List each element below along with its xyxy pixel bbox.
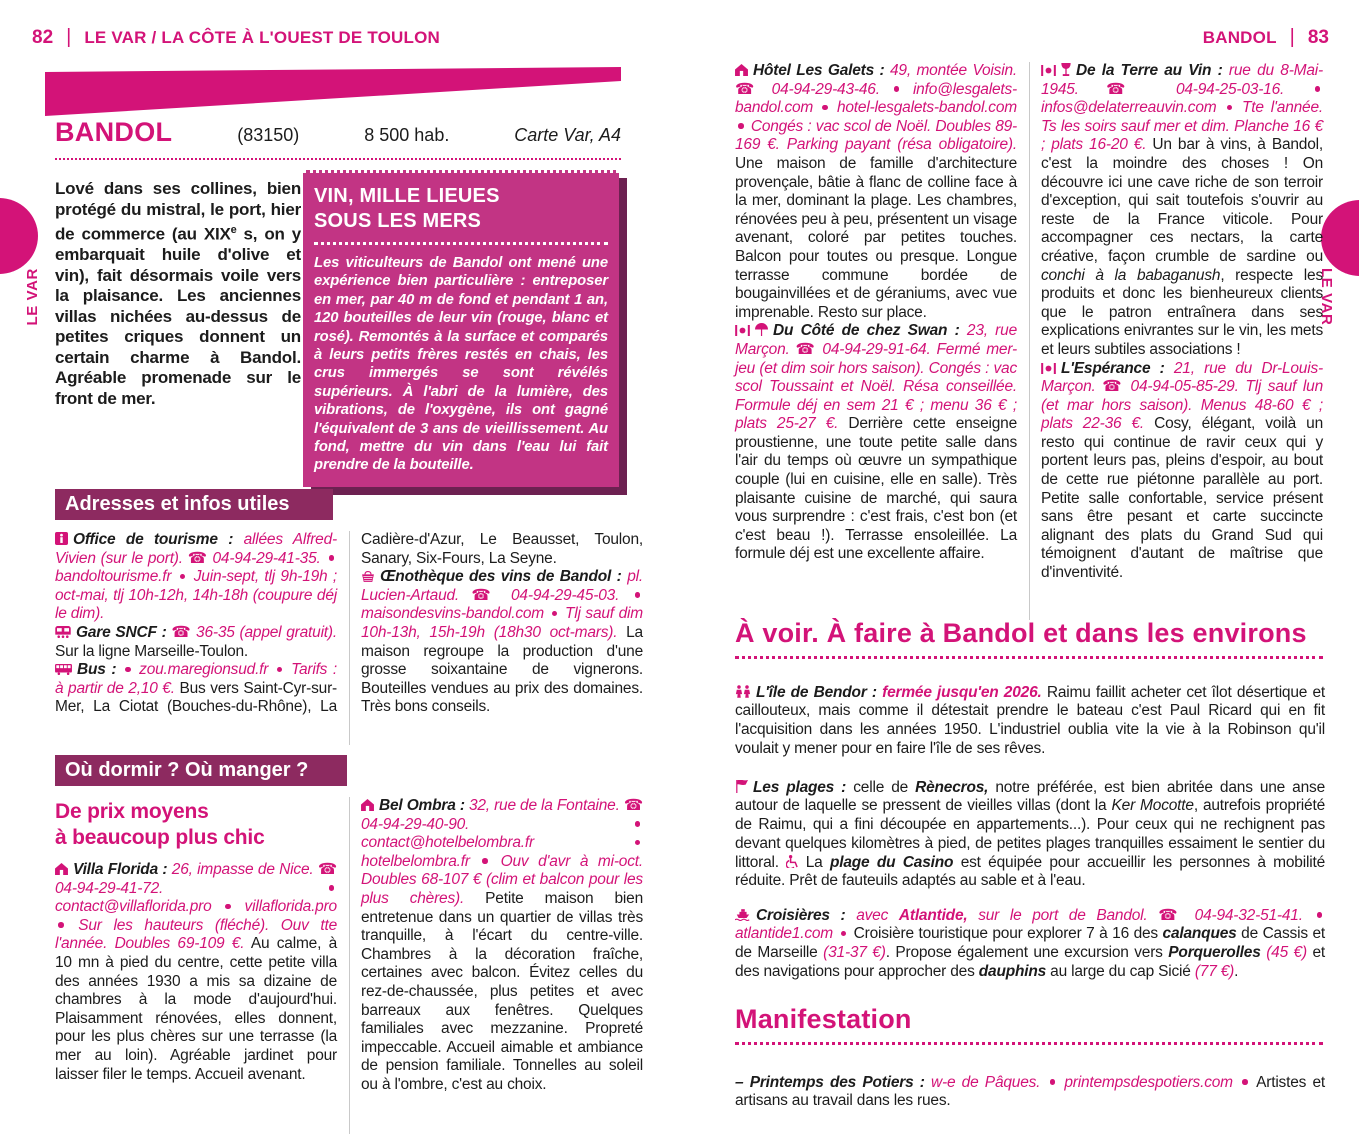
- text-segment: Bel Ombra :: [379, 797, 469, 814]
- text-segment: Juin-sept, tlj 9h-19h ; oct-mai, tlj 10h-12h, 14h-18h (coupure déj le dim).: [55, 568, 337, 623]
- feature-box-body: Les viticulteurs de Bandol ont mené une expérience bien particulière : entreposer en mer, par 40 m de fond et pendant 1 an, 120 bouteilles de leur vin (rouge, blanc et rosé). Remontés à la surface et comparés à leurs petits frères restés en chais, les crus immergés se sont révélés supérieurs. À l'abri de la lumière, des vibrations, de l'oxygène, ils ont gagné l'équivalent de 3 ans de vieillissement. Au fond, mettre du vin dans l'eau lui fait prendre de la bouteille.: [314, 255, 608, 474]
- phone-icon: ☎: [1158, 906, 1184, 924]
- text-segment: Ouv d'avr à mi-oct. Doubles 68-107 € (clim et balcon pour les plus chères).: [361, 852, 643, 907]
- text-segment: L'Espérance :: [1061, 359, 1174, 377]
- section-title-dormir: Où dormir ? Où manger ?: [55, 755, 347, 786]
- text-segment: 04-94-29-41-35.: [207, 549, 326, 567]
- phone-icon: ☎: [795, 340, 817, 358]
- info-icon: [55, 531, 68, 550]
- text-segment: pl. Lucien-Artaud.: [361, 568, 643, 604]
- text-segment: Villa Florida :: [73, 861, 172, 878]
- entry-croisieres: [735, 907, 1325, 982]
- phone-icon: ☎: [317, 861, 337, 878]
- text-segment: au large du cap Sicié: [1046, 962, 1195, 980]
- dot-icon: [482, 858, 488, 864]
- entry-villa-florida: [55, 861, 337, 1084]
- text-segment: (31-37 €): [823, 944, 886, 962]
- right-running-title: BANDOL: [1202, 28, 1277, 47]
- text-segment: .: [1234, 962, 1239, 980]
- phone-icon: ☎: [187, 549, 208, 567]
- train-icon: [55, 624, 71, 643]
- entry-du-cote-de-chez-swan: [735, 322, 1017, 564]
- dot-icon: [329, 885, 335, 891]
- restaurant-icon: [1041, 360, 1056, 379]
- text-segment: 26, impasse de Nice.: [171, 861, 318, 878]
- text-segment: Sur la ligne Marseille-Toulon.: [55, 642, 249, 660]
- text-segment: fermée jusqu'en 2026.: [882, 683, 1042, 701]
- text-segment: De la Terre au Vin :: [1076, 62, 1229, 79]
- city-name: BANDOL: [55, 117, 173, 147]
- restaurant-icon: [735, 322, 750, 341]
- section-dormir-continued-content: [735, 62, 1323, 620]
- text-segment: Porquerolles: [1168, 944, 1267, 962]
- text-segment: hotel-lesgalets-bandol.com: [830, 99, 1017, 117]
- dot-icon: [277, 667, 283, 673]
- left-edge-tab-circle: [0, 198, 38, 274]
- text-segment: 04-94-29-45-03.: [498, 586, 632, 604]
- text-segment: Artistes et artisans au travail dans les rues.: [735, 1073, 1325, 1110]
- text-segment: La: [798, 853, 830, 871]
- entry-de-la-terre-au-vin: [1041, 62, 1323, 360]
- text-segment: atlantide1.com: [735, 925, 838, 943]
- text-segment: contact@villaflorida.pro: [55, 898, 223, 916]
- text-segment: Bus vers Saint-Cyr-sur-Mer, La Ciotat (Bouches-du-Rhône), La Cadière-d'Azur, Le Beausset, Toulon, Sanary, Six-Fours, La Seyne.: [55, 531, 643, 716]
- right-page-number: 83: [1307, 27, 1329, 48]
- entry-gare-sncf: [55, 624, 337, 661]
- text-segment: maisondesvins-bandol.com: [361, 605, 549, 623]
- text-segment: 04-94-25-03-16.: [1148, 80, 1312, 98]
- text-segment: Lové dans ses collines, bien protégé du mistral, le port, hier de commerce (au XIX: [55, 179, 301, 244]
- text-segment: – Printemps des Potiers :: [735, 1073, 932, 1091]
- section-title-manifestation: Manifestation: [735, 1004, 1323, 1045]
- text-segment: notre préférée, est bien abritée dans une anse autour de laquelle se pressent de vieilles villas (dont la: [735, 778, 1325, 815]
- text-segment: Sur les hauteurs (fléché). Ouv tte l'année. Doubles 69-109 €.: [55, 916, 337, 953]
- dot-icon: [225, 904, 231, 910]
- text-segment: Gare SNCF :: [76, 623, 172, 641]
- text-segment: 32, rue de la Fontaine.: [468, 797, 624, 814]
- phone-icon: ☎: [1102, 378, 1124, 396]
- entry-ile-de-bendor: [735, 684, 1325, 759]
- city-population: 8 500 hab.: [364, 125, 450, 145]
- dot-icon: [1317, 912, 1323, 918]
- entry-oenotheque: [361, 568, 643, 717]
- text-segment: 21, rue du Dr-Louis-Marçon.: [1041, 359, 1323, 396]
- text-segment: 04-94-29-91-64.: [816, 340, 937, 358]
- hotel-icon: [361, 797, 374, 816]
- text-segment: Tlj sauf lun (et mar hors saison). Menus 48-60 € ; plats 22-36 €.: [1041, 378, 1323, 433]
- dot-icon: [125, 667, 131, 673]
- dot-icon: [180, 574, 186, 580]
- right-page-header: [1203, 26, 1329, 49]
- dot-icon: [329, 555, 335, 561]
- text-segment: plage du Casino: [829, 853, 954, 871]
- text-segment: infos@delaterreauvin.com: [1041, 99, 1224, 117]
- text-segment: sur le port de Bandol.: [967, 906, 1159, 924]
- left-page-number: 82: [32, 27, 54, 48]
- text-segment: Bus :: [77, 661, 122, 679]
- text-segment: 23, rue Marçon.: [735, 322, 1017, 358]
- text-segment: 04-94-05-85-29.: [1123, 378, 1246, 396]
- text-segment: Croisières :: [756, 906, 857, 924]
- feature-box-title-line1: VIN, MILLE LIEUES: [314, 185, 500, 207]
- dot-icon: [738, 123, 744, 129]
- dot-icon: [894, 86, 900, 92]
- dot-icon: [841, 931, 847, 937]
- text-segment: Derrière cette enseigne proustienne, une toute petite salle dans l'air du temps où œuvre un sympathique couple (lui en cuisine, elle en salle). Très plaisante cuisine de marché, qui saura vous surprendre : c'est frais, c'est bon (et c'est beau !). Terrasse ensoleillée. La formule déj est une excellente affaire.: [735, 415, 1018, 563]
- hotel-icon: [735, 62, 748, 81]
- text-segment: . Propose également une excursion vers: [885, 944, 1169, 962]
- phone-icon: ☎: [735, 80, 761, 98]
- phone-icon: ☎: [471, 586, 499, 604]
- text-segment: Congés : vac scol de Noël. Doubles 89-169 €. Parking payant (résa obligatoire).: [735, 117, 1017, 154]
- city-intro-paragraph: [55, 179, 301, 409]
- text-segment: avec: [856, 906, 899, 924]
- text-segment: Petite maison bien entretenue dans un quartier de villas très tranquille, à l'écart du centre-ville. Chambres à la décoration fraîche, certaines avec balcon. Évitez celles du rez-de-chaussée, plus petites et avec barreaux aux fenêtres. Quelques familiales avec mezzanine. Propreté impeccable. Accueil aimable et ambiance de pension familiale. Tonnelles au soleil ou à l'ombre, c'est au choix.: [361, 889, 643, 1093]
- text-segment: (45 €): [1266, 944, 1307, 962]
- section-dormir-content: [55, 797, 643, 1134]
- text-segment: bandoltourisme.fr: [55, 568, 177, 586]
- entry-esperance: [1041, 360, 1323, 583]
- text-segment: 04-94-29-40-90.: [361, 815, 632, 833]
- entry-bel-ombra: [361, 797, 643, 1095]
- text-segment: info@lesgalets-bandol.com: [735, 80, 1018, 117]
- dot-icon: [1050, 1079, 1056, 1085]
- header-separator: |: [1289, 26, 1295, 48]
- text-segment: celle de: [853, 778, 916, 796]
- text-segment: Hôtel Les Galets :: [753, 62, 890, 79]
- dot-icon: [822, 105, 828, 111]
- text-segment: conchi à la babaganush: [1041, 266, 1221, 284]
- basket-icon: [361, 568, 375, 587]
- section-title-a-voir: À voir. À faire à Bandol et dans les environs: [735, 618, 1323, 659]
- feature-box-title: [314, 184, 608, 245]
- text-segment: 04-94-32-51-41.: [1183, 906, 1314, 924]
- right-edge-tab-circle: [1321, 200, 1359, 276]
- bus-icon: [55, 661, 72, 680]
- text-segment: Atlantide,: [898, 906, 968, 924]
- text-segment: dauphins: [978, 962, 1047, 980]
- left-edge-region-tab: LE VAR: [24, 268, 41, 326]
- text-segment: Du Côté de chez Swan :: [773, 322, 967, 340]
- text-segment: zou.maregionsud.fr: [133, 661, 274, 679]
- text-segment: Un bar à vins, à Bandol, c'est la moindre des choses ! On découvre ici une cave riche de son terroir d'exception, qui sait toutefois s'ouvrir au reste de la France viticole. Pour accompagner ces nectars, la carte créative, façon crumble de sardine ou: [1041, 136, 1323, 265]
- price-category-heading: [55, 799, 337, 851]
- text-segment: , respecte les produits et donc les bienheureux clients que le patron entraînera dans ses explications enivrantes sur le vin, les mets et leurs subtiles associations !: [1041, 266, 1324, 358]
- text-segment: (77 €): [1194, 962, 1235, 980]
- text-segment: Croisière touristique pour explorer 7 à 16 des: [849, 925, 1163, 943]
- dot-icon: [635, 840, 641, 846]
- city-banner-swoosh: [45, 66, 621, 116]
- city-title-row: [55, 117, 621, 160]
- entry-printemps-des-potiers: [735, 1074, 1325, 1112]
- dot-icon: [635, 821, 641, 827]
- city-map-reference: Carte Var, A4: [514, 125, 621, 145]
- phone-icon: ☎: [1106, 80, 1149, 98]
- text-segment: Tarifs : à partir de 2,10 €.: [55, 661, 338, 697]
- header-separator: |: [66, 26, 72, 48]
- text-segment: 36-35 (appel gratuit).: [191, 623, 337, 641]
- text-segment: w-e de Pâques.: [931, 1073, 1047, 1091]
- text-segment: Œnothèque des vins de Bandol :: [380, 568, 628, 586]
- phone-icon: ☎: [623, 797, 643, 814]
- text-segment: La maison regroupe la production d'une grosse soixantaine de vignerons. Bouteilles vendues au prix des domaines. Très bons conseils.: [361, 623, 643, 716]
- text-segment: Une maison de famille d'architecture provençale, bâtie à flanc de colline face à la mer, dominant la plage. Les chambres, rénovées peu à peu, présentent un visage avenant, coloré par petites touches. Balcon pour toutes ou presque. Longue terrasse commune bordée de bougainvillées et de géraniums, avec vue imprenable. Resto sur place.: [735, 154, 1017, 321]
- left-running-title: LE VAR / LA CÔTE À L'OUEST DE TOULON: [84, 28, 441, 47]
- text-segment: L'île de Bendor :: [756, 683, 883, 701]
- wheelchair-icon: [786, 854, 798, 873]
- text-segment: Les plages :: [753, 778, 854, 796]
- text-segment: Office de tourisme :: [73, 531, 244, 548]
- price-category-line1: De prix moyens: [55, 800, 209, 823]
- text-segment: 04-94-29-43-46.: [760, 80, 891, 98]
- text-segment: 04-94-29-41-72.: [55, 879, 326, 897]
- right-edge-region-tab: LE VAR: [1318, 268, 1335, 326]
- text-segment: calanques: [1162, 925, 1237, 943]
- feature-box-vin-mille-lieues: [303, 170, 619, 487]
- wine-icon: [1061, 62, 1071, 81]
- phone-icon: ☎: [171, 623, 192, 641]
- text-segment: Raimu faillit acheter cet îlot désertique et caillouteux, mais comme il détestait prendre le bateau c'est Paul Ricard qui en fit l'acquisition dans les années 1950. L'industriel oublia vite la vie à la Robinson qu'il voulait y mener pour en faire l'île de ses rêves.: [735, 683, 1325, 757]
- left-page-header: [32, 26, 440, 49]
- text-segment: printempsdespotiers.com: [1058, 1073, 1240, 1091]
- section-title-adresses: Adresses et infos utiles: [55, 489, 333, 520]
- text-segment: est équipée pour accueillir les personnes à mobilité réduite. Prêt de fauteuils adaptés au sable et à l'eau.: [735, 853, 1325, 890]
- boat-icon: [735, 907, 751, 926]
- dot-icon: [1315, 86, 1321, 92]
- people-icon: [735, 684, 751, 703]
- text-segment: Au calme, à 10 mn à pied du centre, cette petite villa des années 1930 a mis sa dizaine de chambres à la mode d'aujourd'hui. Plaisamment rénovées, elles donnent, pour les plus chères sur une terrasse (la mer au loin). Agréable jardinet pour laisser filer le temps. Accueil avenant.: [55, 935, 337, 1083]
- umbrella-icon: [755, 322, 768, 341]
- text-segment: et des navigations pour approcher des: [735, 944, 1325, 980]
- text-segment: rue du 8-Mai-1945.: [1041, 62, 1323, 98]
- entry-les-plages: [735, 779, 1325, 892]
- text-segment: de Cassis et de Marseille: [735, 925, 1325, 962]
- entry-hotel-les-galets: [735, 62, 1017, 322]
- text-segment: Cosy, élégant, voilà un resto qui continue de ravir ceux qui y portent leurs pas, pleins d'espoir, au bout de cette rue piétonne parallèle au port. Petite salle confortable, service présent sans être pesant et carte succincte alignant des plats du Grand Sud qui témoignent d'autant de maîtrise que d'inventivité.: [1041, 415, 1323, 582]
- text-segment: Tlj sauf dim 10h-13h, 15h-19h (18h30 oct-mars).: [361, 605, 643, 641]
- dot-icon: [552, 611, 558, 617]
- dot-icon: [58, 922, 64, 928]
- text-segment: allées Alfred-Vivien (sur le port).: [55, 531, 337, 567]
- beach-icon: [735, 779, 748, 798]
- hotel-icon: [55, 861, 68, 880]
- dot-icon: [1242, 1079, 1248, 1085]
- text-segment: Ker Mocotte: [1111, 797, 1194, 815]
- dot-icon: [1227, 105, 1233, 111]
- text-segment: Rènecros,: [915, 778, 989, 796]
- text-segment: 49, montée Voisin.: [890, 62, 1017, 79]
- text-segment: hotelbelombra.fr: [361, 852, 480, 870]
- feature-box-title-line2: SOUS LES MERS: [314, 210, 482, 232]
- text-segment: villaflorida.pro: [233, 898, 337, 916]
- dot-icon: [635, 592, 641, 598]
- text-segment: contact@hotelbelombra.fr: [361, 834, 632, 852]
- text-segment: s, on y embarquait huile d'olive et vin), fait désormais voile vers la plaisance. Les anciennes villas nichées au-dessus de petites criques donnent un certain charme à Bandol. Agréable promenade sur le front de mer.: [55, 224, 301, 408]
- text-segment: , autrefois propriété de Raimu, qui a fini découpée en appartements...). Pour ceux qui ne rechignent pas devant quelques kilomètres à pied, de petites plages tranquilles essaiment le sentier du littoral.: [735, 797, 1325, 871]
- text-segment: Fermé mer-jeu (et dim soir hors saison). Congés : vac scol Toussaint et Noël. Résa conseillée. Formule déj en sem 21 € ; menu 36 € ; plats 25-27 €.: [735, 340, 1017, 433]
- section-adresses-content: [55, 531, 643, 745]
- text-segment: e: [230, 224, 237, 236]
- city-postal-code: (83150): [237, 125, 300, 145]
- price-category-line2: à beaucoup plus chic: [55, 826, 265, 849]
- restaurant-icon: [1041, 62, 1056, 81]
- text-segment: Tte l'année. Ts les soirs sauf mer et dim. Planche 16 € ; plats 16-20 €.: [1041, 99, 1323, 154]
- entry-office-de-tourisme: [55, 531, 337, 624]
